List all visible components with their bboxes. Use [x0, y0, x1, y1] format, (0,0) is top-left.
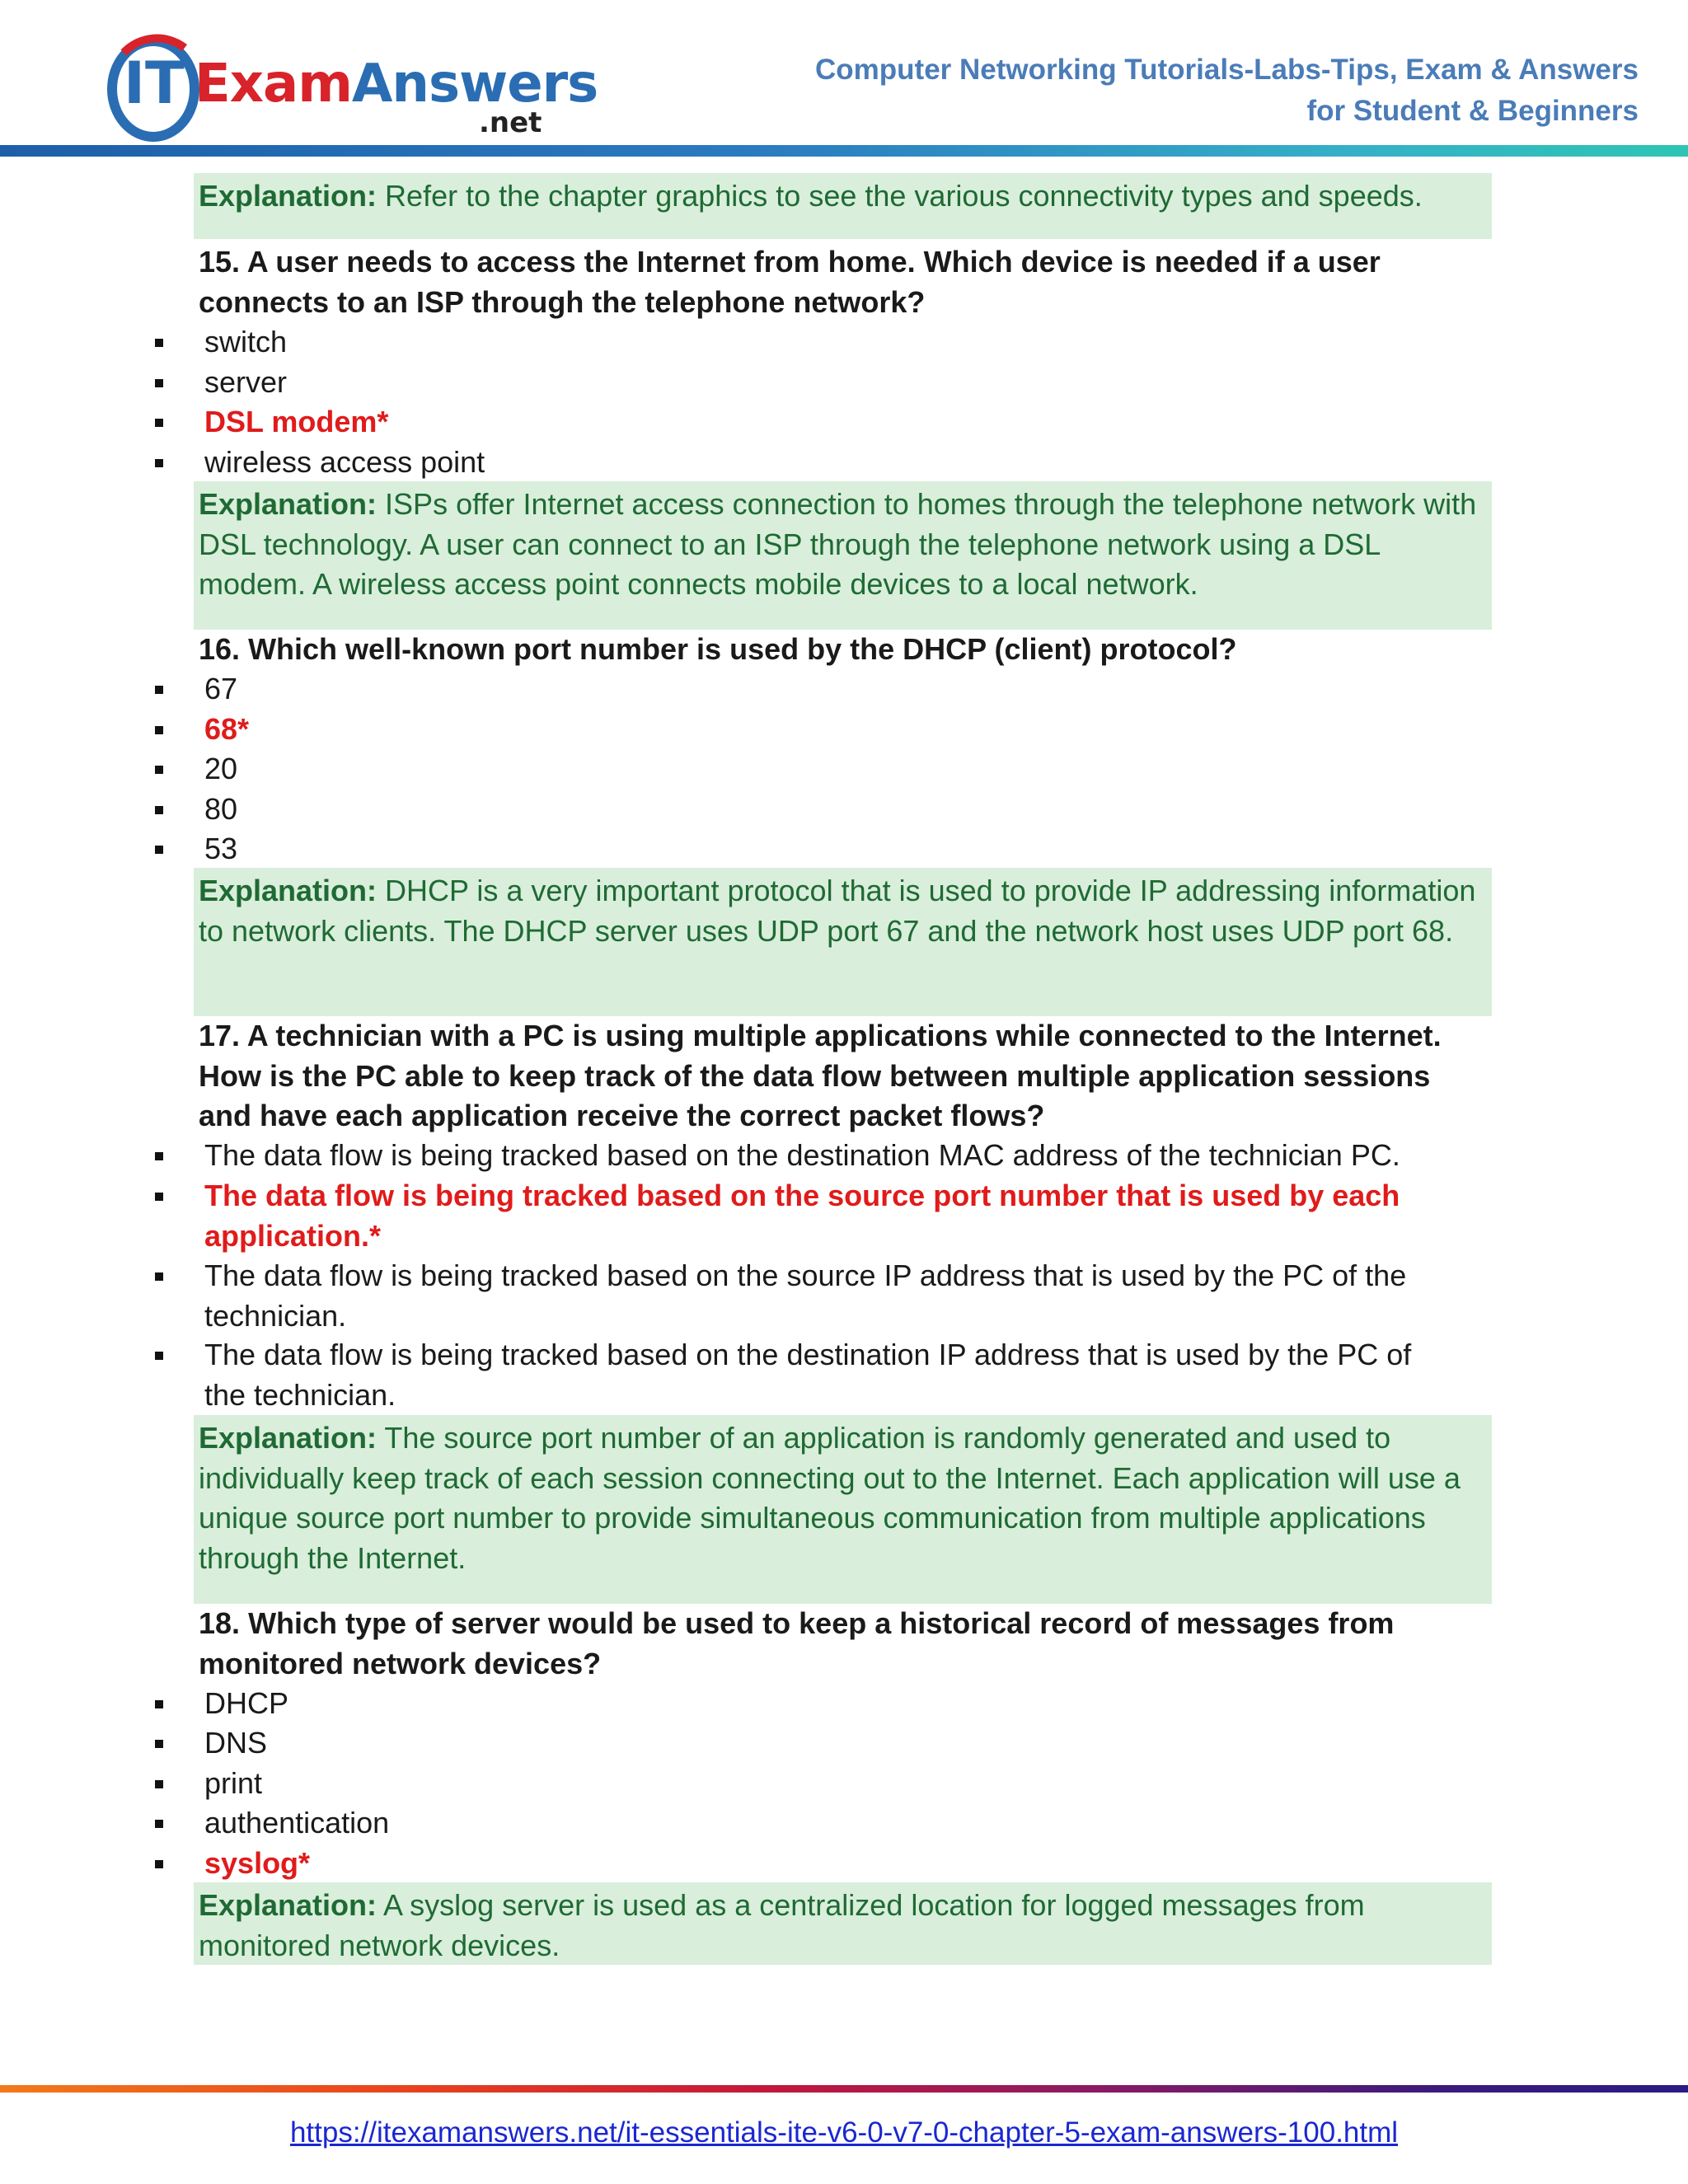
- bullet-icon: [155, 1740, 163, 1748]
- explanation-text: DHCP is a very important protocol that is used to provide IP addressing information to network clients. The DHCP server uses UDP port 67 and the network host uses UDP port 68.: [199, 874, 1476, 948]
- question-17: [199, 1016, 1484, 1137]
- tagline-line-2: for Student & Beginners: [1306, 95, 1639, 127]
- bullet-icon: [155, 1152, 163, 1160]
- question-text: A user needs to access the Internet from home. Which device is needed if a user connects to an ISP through the telephone network?: [199, 245, 1381, 319]
- question-15: [199, 242, 1484, 322]
- explanation-label: Explanation:: [199, 1888, 377, 1922]
- bullet-icon: [155, 766, 163, 774]
- tagline-line-1: Computer Networking Tutorials-Labs-Tips, Exam & Answers: [815, 54, 1639, 86]
- question-number: 16.: [199, 632, 241, 666]
- bullet-icon: [155, 1193, 163, 1201]
- bullet-icon: [155, 1780, 163, 1788]
- bullet-icon: [155, 379, 163, 387]
- bullet-icon: [155, 1352, 163, 1360]
- explanation-box: [194, 1415, 1492, 1604]
- question-number: 15.: [199, 245, 241, 279]
- bullet-icon: [155, 419, 163, 427]
- bullet-icon: [155, 1272, 163, 1281]
- bullet-icon: [155, 1700, 163, 1708]
- explanation-label: Explanation:: [199, 179, 377, 213]
- explanation-text: The source port number of an application is randomly generated and used to individually keep track of each session connecting out to the Internet. Each application will use a unique source port number to provide simultaneous communication from multiple applications through the Internet.: [199, 1421, 1461, 1575]
- footer-divider: [0, 2085, 1688, 2093]
- explanation-text: ISPs offer Internet access connection to homes through the telephone network with DSL technology. A user can connect to an ISP through the telephone network using a DSL modem. A wireless access point connects mobile devices to a local network.: [199, 487, 1477, 601]
- logo-exam-text: Exam: [195, 54, 352, 115]
- explanation-text: Refer to the chapter graphics to see the various connectivity types and speeds.: [385, 179, 1423, 213]
- bullet-icon: [155, 339, 163, 347]
- explanation-label: Explanation:: [199, 874, 377, 907]
- explanation-box: [194, 481, 1492, 630]
- bullet-icon: [155, 806, 163, 814]
- page-header: [0, 0, 1688, 157]
- footer-source-link[interactable]: https://itexamanswers.net/it-essentials-ite-v6-0-v7-0-chapter-5-exam-answers-100.html: [289, 2116, 1399, 2149]
- logo-net-text: .net: [479, 106, 542, 139]
- question-text: A technician with a PC is using multiple applications while connected to the Internet. How is the PC able to keep track of the data flow between multiple application sessions and have each application receive the correct packet flows?: [199, 1019, 1442, 1132]
- bullet-icon: [155, 1820, 163, 1828]
- logo-answers-text: Answers: [351, 54, 598, 115]
- question-text: Which well-known port number is used by the DHCP (client) protocol?: [248, 632, 1237, 666]
- explanation-label: Explanation:: [199, 487, 377, 521]
- site-tagline: [732, 49, 1639, 132]
- explanation-label: Explanation:: [199, 1421, 377, 1455]
- logo-it-text: IT: [124, 49, 185, 117]
- question-text: Which type of server would be used to keep a historical record of messages from monitored network devices?: [199, 1606, 1395, 1680]
- explanation-box: [194, 868, 1492, 1016]
- bullet-icon: [155, 726, 163, 734]
- question-number: 17.: [199, 1019, 241, 1052]
- bullet-icon: [155, 1860, 163, 1868]
- site-logo[interactable]: [106, 30, 598, 145]
- explanation-box: [194, 1882, 1492, 1965]
- header-divider: [0, 145, 1688, 157]
- bullet-icon: [155, 686, 163, 694]
- explanation-box: [194, 173, 1492, 239]
- explanation-text: A syslog server is used as a centralized location for logged messages from monitored network devices.: [199, 1888, 1365, 1962]
- question-16: [199, 630, 1484, 670]
- question-number: 18.: [199, 1606, 241, 1640]
- question-18: [199, 1604, 1484, 1684]
- bullet-icon: [155, 846, 163, 854]
- bullet-icon: [155, 459, 163, 467]
